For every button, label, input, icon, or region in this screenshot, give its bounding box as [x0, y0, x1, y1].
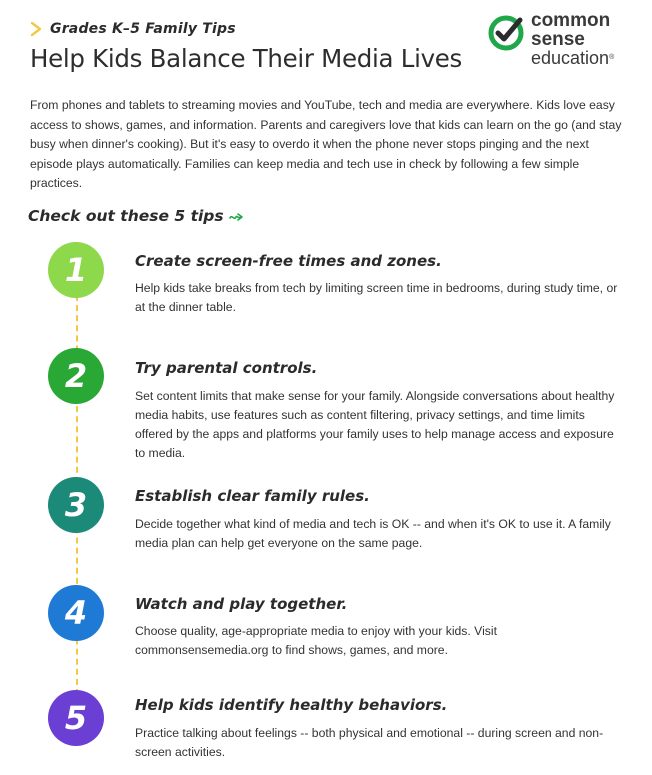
tip-body: Practice talking about feelings -- both physical and emotional -- during screen and non-screen activities.	[135, 726, 604, 759]
chevron-accent-icon	[30, 21, 44, 37]
logo-word-sense: sense	[531, 29, 585, 50]
eyebrow-text: Grades K–5 Family Tips	[50, 21, 236, 37]
tip-title: Try parental controls.	[135, 359, 318, 377]
tip-title: Watch and play together.	[135, 595, 348, 613]
squiggle-arrow-icon	[228, 209, 246, 223]
eyebrow	[30, 21, 236, 37]
section-heading	[28, 207, 246, 225]
tip-number-badge: 5	[48, 690, 104, 746]
tip-title: Establish clear family rules.	[135, 487, 370, 505]
checkmark-circle-icon	[487, 14, 525, 52]
logo-word-education: education®	[531, 48, 615, 68]
tip-body: Decide together what kind of media and tech is OK -- and when it's OK to use it. A family media plan can help get everyone on the same page.	[135, 517, 611, 550]
tip-body: Set content limits that make sense for your family. Alongside conversations about healthy media habits, use features such as content filtering, privacy settings, and time limits offered by the apps and platforms your family uses to help manage access and exposure to media.	[135, 389, 615, 460]
tip-number-badge: 1	[48, 242, 104, 298]
tip-number-badge: 3	[48, 477, 104, 533]
logo-word-common: common	[531, 10, 611, 31]
common-sense-education-logo	[487, 10, 637, 70]
section-heading-text: Check out these 5 tips	[28, 207, 224, 225]
page-title: Help Kids Balance Their Media Lives	[30, 44, 463, 73]
tip-number-badge: 4	[48, 585, 104, 641]
tip-number-badge: 2	[48, 348, 104, 404]
tip-title: Create screen-free times and zones.	[135, 252, 442, 270]
tip-body: Choose quality, age-appropriate media to enjoy with your kids. Visit commonsensemedia.org to find shows, games, and more.	[135, 624, 497, 657]
tip-title: Help kids identify healthy behaviors.	[135, 696, 448, 714]
header	[0, 0, 652, 90]
tip-body: Help kids take breaks from tech by limiting screen time in bedrooms, during study time, or at the dinner table.	[135, 281, 618, 314]
intro-paragraph: From phones and tablets to streaming movies and YouTube, tech and media are everywhere. Kids love easy access to shows, games, and information. Parents and caregivers love that kids can learn on the go (and stay busy when dinner's cooking). But it's easy to overdo it when the phone never stops pinging and the next episode plays automatically. Families can keep media and tech use in check by following a few simple practices.	[30, 98, 622, 190]
